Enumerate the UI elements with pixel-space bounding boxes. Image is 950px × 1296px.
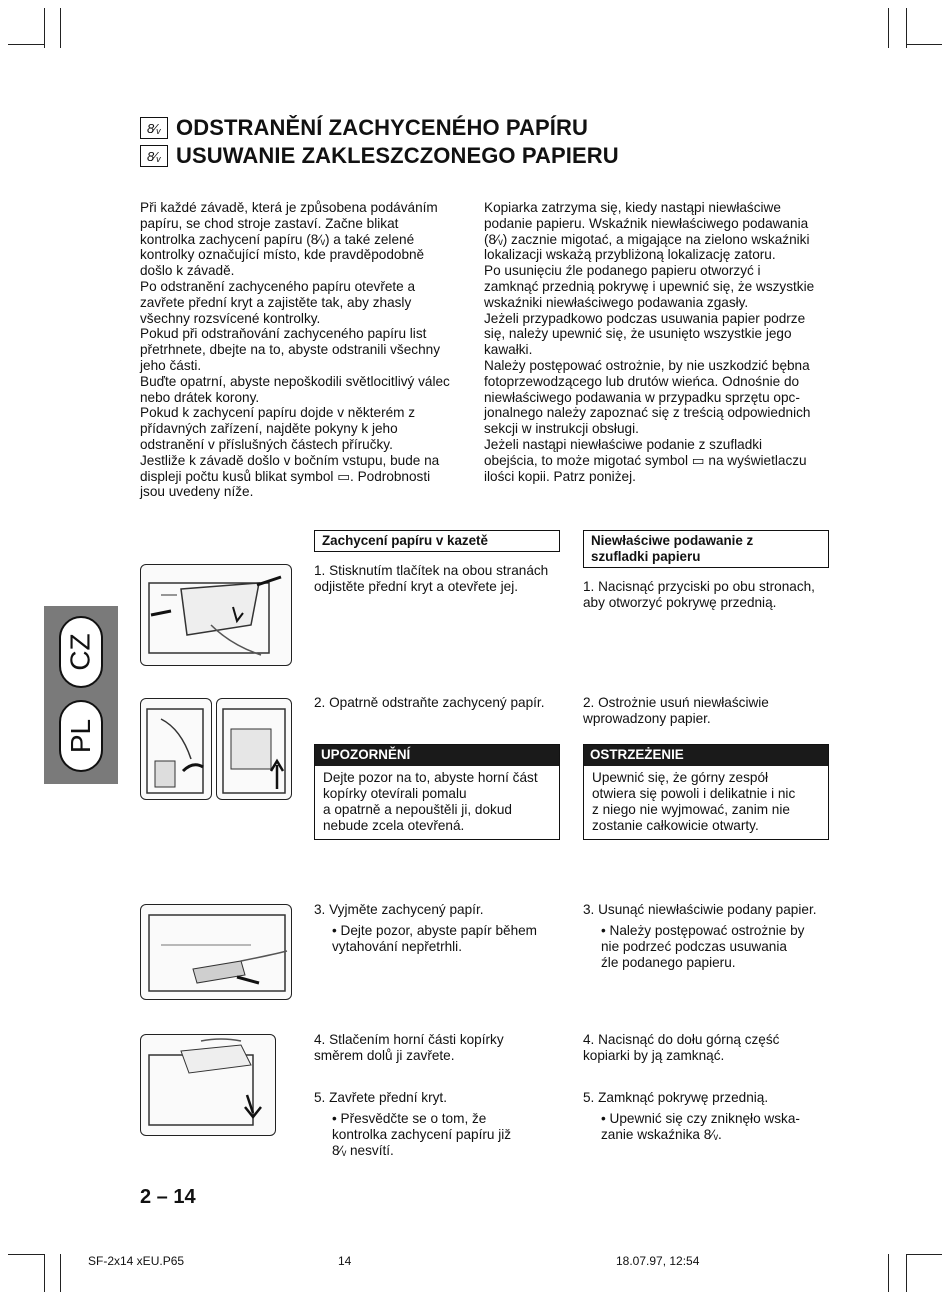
step-4-cz: 4. Stlačením horní části kopírky směrem dolů ji zavřete. bbox=[314, 1032, 504, 1063]
step-4-pl: 4. Nacisnąć do dołu górną część kopiarki by ją zamknąć. bbox=[583, 1032, 780, 1063]
footer-page: 14 bbox=[338, 1254, 352, 1268]
warning-box-pl bbox=[583, 744, 829, 840]
step-2-pl: 2. Ostrożnie usuń niewłaściwie wprowadzony papier. bbox=[583, 695, 769, 726]
illustration-pull-out-paper bbox=[140, 904, 292, 1000]
crop-mark bbox=[906, 1254, 907, 1292]
step-5-bullet-cz: • Přesvědčte se o tom, že kontrolka zachycení papíru již 8∕ᵥ nesvítí. bbox=[332, 1111, 512, 1158]
language-tab bbox=[44, 606, 118, 784]
language-badge-pl: PL bbox=[59, 700, 103, 772]
crop-mark bbox=[44, 1254, 45, 1292]
crop-mark bbox=[60, 1254, 61, 1292]
warning-text-cz: Dejte pozor na to, abyste horní část kopírky otevírali pomalu a opatrně a nepouštěli ji, dokud nebude zcela otevřená. bbox=[323, 770, 538, 833]
step-3-pl: 3. Usunąć niewłaściwie podany papier. bbox=[583, 902, 817, 917]
illustration-remove-paper-a bbox=[140, 698, 212, 800]
misfeed-icon: 8∕ᵥ bbox=[140, 145, 168, 167]
page-title-cz: ODSTRANĚNÍ ZACHYCENÉHO PAPÍRU bbox=[176, 115, 588, 140]
crop-mark bbox=[44, 8, 45, 48]
crop-mark bbox=[8, 1254, 44, 1255]
title-pl-row bbox=[140, 142, 619, 170]
illustration-close-copier bbox=[140, 1034, 276, 1136]
crop-mark bbox=[8, 44, 44, 45]
crop-mark bbox=[60, 8, 61, 48]
intro-cz: Při každé závadě, která je způsobena podáváním papíru, se chod stroje zastaví. Začne blikat kontrolka zachycení papíru (8∕ᵥ) a také zelené kontrolky označující místo, kde pravděpodobně došlo k závadě. Po odstranění zachyceného papíru otevřete a zavřete přední kryt a zajistěte tak, aby zhasly všechny rozsvícené kontrolky. Pokud při odstraňování zachyceného papíru list přetrhnete, dbejte na to, abyste odstranili všechny jeho části. Buďte opatrní, abyste nepoškodili světlocitlivý válec nebo drátek korony. Pokud k zachycení papíru dojde v některém z přídavných zařízení, najděte pokyny k jeho odstranění v příslušných částech příručky. Jestliže k závadě došlo v bočním vstupu, bude na displeji počtu kusů blikat symbol ▭. Podrobnosti jsou uvedeny níže. bbox=[140, 200, 450, 500]
warning-label-cz: UPOZORNĚNÍ bbox=[315, 745, 559, 766]
illustration-open-front-cover bbox=[140, 564, 292, 666]
title-cz-row bbox=[140, 114, 588, 142]
footer-date: 18.07.97, 12:54 bbox=[616, 1254, 700, 1268]
warning-text-pl: Upewnić się, że górny zespół otwiera się powoli i delikatnie i nic z niego nie wyjmować, zanim nie zostanie całkowicie otwarty. bbox=[592, 770, 796, 833]
crop-mark bbox=[888, 1254, 889, 1292]
footer-file: SF-2x14 xEU.P65 bbox=[88, 1254, 185, 1268]
warning-label-pl: OSTRZEŻENIE bbox=[584, 745, 828, 766]
crop-mark bbox=[906, 44, 942, 45]
page-title-pl: USUWANIE ZAKLESZCZONEGO PAPIERU bbox=[176, 143, 619, 168]
step-1-cz: 1. Stisknutím tlačítek na obou stranách odjistěte přední kryt a otevřete jej. bbox=[314, 563, 549, 594]
step-3-cz: 3. Vyjměte zachycený papír. bbox=[314, 902, 484, 917]
warning-box-cz bbox=[314, 744, 560, 840]
page-number: 2 – 14 bbox=[140, 1186, 196, 1208]
crop-mark bbox=[888, 8, 889, 48]
illustration-remove-paper-b bbox=[216, 698, 292, 800]
language-badge-cz: CZ bbox=[59, 616, 103, 688]
step-1-pl: 1. Nacisnąć przyciski po obu stronach, aby otworzyć pokrywę przednią. bbox=[583, 579, 815, 610]
crop-mark bbox=[906, 8, 907, 48]
step-5-bullet-pl: • Upewnić się czy zniknęło wska- zanie wskaźnika 8∕ᵥ. bbox=[601, 1111, 800, 1142]
misfeed-icon: 8∕ᵥ bbox=[140, 117, 168, 139]
crop-mark bbox=[906, 1254, 942, 1255]
step-5-pl: 5. Zamknąć pokrywę przednią. bbox=[583, 1090, 769, 1105]
step-3-bullet-pl: • Należy postępować ostrożnie by nie podrzeć podczas usuwania źle podanego papieru. bbox=[601, 923, 805, 970]
intro-pl: Kopiarka zatrzyma się, kiedy nastąpi niewłaściwe podanie papieru. Wskaźnik niewłaściwego podawania (8∕ᵥ) zacznie migotać, a migające na zielono wskaźniki lokalizacji wskażą przybliżoną lokalizację zatoru. Po usunięciu źle podanego papieru otworzyć i zamknąć przednią pokrywę i upewnić się, że wszystkie wskaźniki niewłaściwego podawania zgasły. Jeżeli przypadkowo podczas usuwania papier podrze się, należy upewnić się, że usunięto wszystkie jego kawałki. Należy postępować ostrożnie, by nie uszkodzić bębna fotoprzewodzącego lub drutów wieńca. Odnośnie do niewłaściwego podawania w przypadku sprzętu opc- jonalnego należy zapoznać się z treścią odpowiednich sekcji w instrukcji obsługi. Jeżeli nastąpi niewłaściwe podanie z szufladki obejścia, to może migotać symbol ▭ na wyświetlaczu ilości kopii. Patrz poniżej. bbox=[484, 200, 815, 484]
step-2-cz: 2. Opatrně odstraňte zachycený papír. bbox=[314, 695, 545, 710]
step-3-bullet-cz: • Dejte pozor, abyste papír během vytahování nepřetrhli. bbox=[332, 923, 538, 954]
section-header-cz: Zachycení papíru v kazetě bbox=[314, 530, 560, 552]
section-header-pl: Niewłaściwe podawanie z szufladki papieru bbox=[583, 530, 829, 568]
step-5-cz: 5. Zavřete přední kryt. bbox=[314, 1090, 447, 1105]
